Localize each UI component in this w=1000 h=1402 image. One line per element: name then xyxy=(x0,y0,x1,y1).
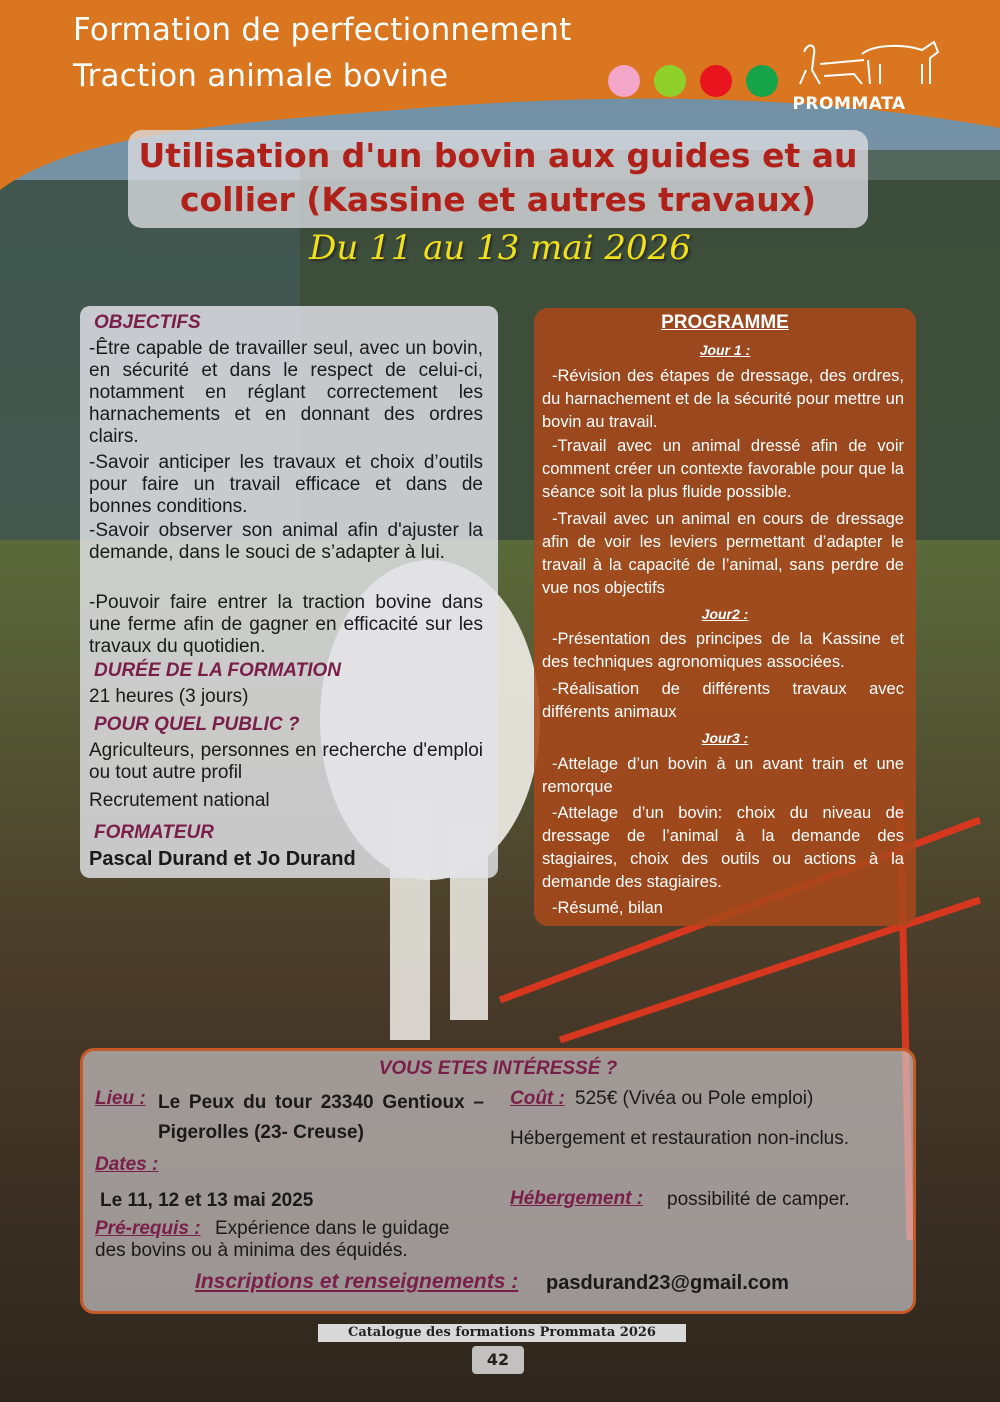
objectif-item: -Savoir observer son animal afin d'ajuster la demande, dans le souci de s’adapter à lui. xyxy=(89,520,483,563)
programme-item: -Travail avec un animal en cours de dressage afin de voir les leviers permettant d’adapter le travail à la capacité de l’animal, sans perdre de vue nos objectifs xyxy=(542,510,904,597)
pink-dot-icon xyxy=(608,65,640,97)
red-dot-icon xyxy=(700,65,732,97)
training-dates-title: Du 11 au 13 mai 2026 xyxy=(309,228,691,268)
day-label: Jour3 : xyxy=(701,730,749,746)
hebergement-note: Hébergement et restauration non-inclus. xyxy=(510,1128,850,1149)
programme-item: -Attelage d’un bovin à un avant train et une remorque xyxy=(542,755,904,796)
page-number: 42 xyxy=(472,1346,524,1374)
hebergement-value: possibilité de camper. xyxy=(667,1189,850,1210)
title-line-2: collier (Kassine et autres travaux) xyxy=(179,180,817,219)
hebergement-label: Hébergement : xyxy=(510,1188,644,1209)
prerequis-label: Pré-requis : xyxy=(95,1218,201,1239)
catalogue-footer: Catalogue des formations Prommata 2026 xyxy=(318,1324,686,1342)
day-label: Jour 1 : xyxy=(699,342,751,358)
objectifs-heading: OBJECTIFS xyxy=(94,312,201,333)
programme-item: -Révision des étapes de dressage, des ordres, du harnachement et de la sécurité pour mettre un bovin au travail. xyxy=(542,367,904,431)
public-value: Agriculteurs, personnes en recherche d'emploi ou tout autre profil xyxy=(89,740,483,783)
lieu-label: Lieu : xyxy=(95,1088,146,1109)
cout-value: 525€ (Vivéa ou Pole emploi) xyxy=(575,1088,814,1109)
duree-heading: DURÉE DE LA FORMATION xyxy=(94,660,341,681)
prerequis-value: Expérience dans le guidage des bovins ou à minima des équidés. xyxy=(95,1218,450,1261)
public-heading: POUR QUEL PUBLIC ? xyxy=(94,714,300,735)
title-line-1: Utilisation d'un bovin aux guides et au xyxy=(138,136,858,175)
green-dot-icon xyxy=(654,65,686,97)
formateur-value: Pascal Durand et Jo Durand xyxy=(89,848,356,870)
cout-label: Coût : xyxy=(510,1088,565,1109)
recrutement-value: Recrutement national xyxy=(89,790,270,811)
programme-item: -Résumé, bilan xyxy=(552,899,663,917)
objectif-item: -Savoir anticiper les travaux et choix d’outils pour faire un travail efficace et dans de bonnes conditions. xyxy=(89,452,483,517)
interest-heading: VOUS ETES INTÉRESSÉ ? xyxy=(378,1058,618,1079)
day-label: Jour2 : xyxy=(701,606,749,622)
programme-heading: PROGRAMME xyxy=(661,312,789,333)
header-line-1: Formation de perfectionnement xyxy=(73,12,572,48)
objectif-item: -Pouvoir faire entrer la traction bovine dans une ferme afin de gagner en efficacité sur les travaux du quotidien. xyxy=(89,592,483,657)
duree-value: 21 heures (3 jours) xyxy=(89,686,249,707)
dates-label: Dates : xyxy=(95,1154,159,1175)
objectif-item: -Être capable de travailler seul, avec un bovin, en sécurité et dans le respect de celui-ci, notamment en réglant correctement les harnachements et en donnant des ordres clairs. xyxy=(89,338,483,447)
programme-item: -Présentation des principes de la Kassine et des techniques agronomiques associées. xyxy=(542,630,904,671)
inscriptions-label: Inscriptions et renseignements : xyxy=(195,1270,519,1293)
programme-item: -Réalisation de différents travaux avec différents animaux xyxy=(542,680,904,721)
logo-text: PROMMATA xyxy=(792,94,906,114)
formateur-heading: FORMATEUR xyxy=(94,822,214,843)
dark-green-dot-icon xyxy=(746,65,778,97)
programme-item: -Attelage d’un bovin: choix du niveau de dressage de l’animal à la demande des stagiaires, choix des outils ou actions à la demande des stagiaires. xyxy=(542,804,904,891)
dates-value: Le 11, 12 et 13 mai 2025 xyxy=(100,1190,314,1211)
programme-item: -Travail avec un animal dressé afin de voir comment créer un contexte favorable pour que la séance soit la plus fluide possible. xyxy=(542,437,904,501)
email-link[interactable]: pasdurand23@gmail.com xyxy=(546,1272,789,1294)
header-line-2: Traction animale bovine xyxy=(73,58,449,94)
lieu-value: Le Peux du tour 23340 Gentioux –Pigerolles (23- Creuse) xyxy=(158,1092,484,1143)
